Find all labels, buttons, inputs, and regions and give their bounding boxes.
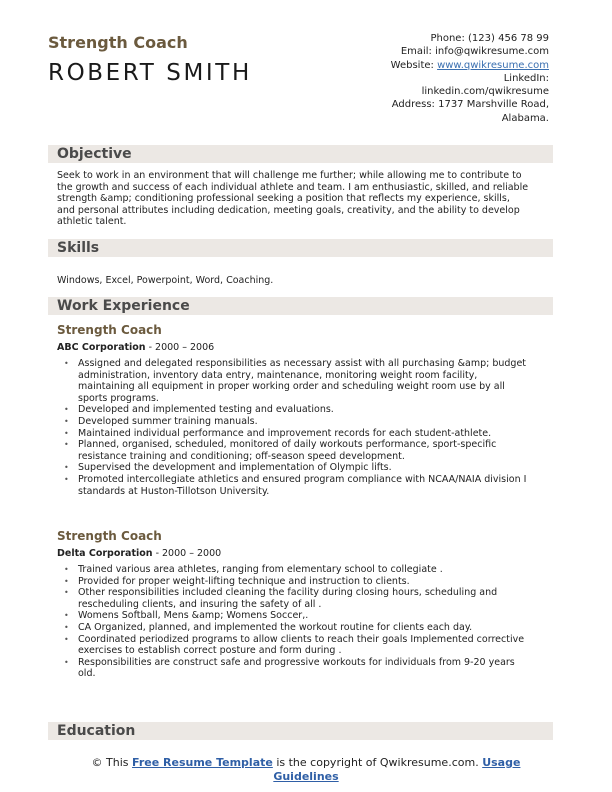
list-item: • Developed summer training manuals. — [64, 415, 258, 427]
list-item: • Promoted intercollegiate athletics and ensured program compliance with NCAA/NAIA division I standards at Huston-Tillotson University. — [64, 473, 527, 497]
contact-linkedin-label: LinkedIn: — [503, 72, 549, 84]
list-item: • Womens Softball, Mens &amp; Womens Soccer,. — [64, 610, 309, 622]
job-1-bullets — [64, 358, 546, 497]
contact-block — [319, 32, 549, 125]
contact-linkedin: linkedin.com/qwikresume — [421, 86, 549, 98]
skills-heading: Skills — [48, 239, 553, 257]
objective-text: Seek to work in an environment that will challenge me further; while allowing me to contribute to the growth and success of each individual athlete and team. I am enthusiastic, skilled, and reliable strength &amp; conditioning professional seeking a position that reflects my experience, skills, and personal attributes including dedication, meeting goals, creativity, and the ability to develop athletic talent. — [57, 170, 529, 228]
candidate-name: ROBERT SMITH — [48, 60, 252, 86]
work-experience-heading: Work Experience — [48, 297, 553, 315]
free-resume-template-link[interactable]: Free Resume Template — [132, 756, 273, 769]
objective-heading: Objective — [48, 145, 553, 163]
skills-text: Windows, Excel, Powerpoint, Word, Coaching. — [57, 275, 274, 286]
job-1-company-line: ABC Corporation - 2000 – 2006 — [57, 342, 215, 353]
list-item: • Supervised the development and implementation of Olympic lifts. — [64, 462, 392, 474]
job-2-title: Strength Coach — [57, 529, 162, 543]
list-item: • Planned, organised, scheduled, monitored of daily workouts performance, sport-specific resistance training and conditioning; off-season speed development. — [64, 439, 497, 462]
list-item: • Responsibilities are construct safe and progressive workouts for individuals from 9-20 years old. — [64, 656, 515, 680]
list-item: • CA Organized, planned, and implemented the workout routine for clients each day. — [64, 621, 473, 633]
contact-address: Address: 1737 Marshville Road, — [391, 99, 549, 111]
copyright-footer: © This Free Resume Template is the copyright of Qwikresume.com. Usage Guidelines — [91, 756, 521, 783]
education-heading: Education — [48, 722, 553, 740]
contact-phone: Phone: (123) 456 78 99 — [430, 33, 549, 44]
job-2-bullets — [64, 564, 546, 680]
list-item: • Provided for proper weight-lifting technique and instruction to clients. — [64, 575, 410, 587]
header-job-title: Strength Coach — [48, 33, 188, 52]
contact-address-line2: Alabama. — [501, 112, 549, 124]
website-link[interactable]: www.qwikresume.com — [437, 59, 549, 71]
contact-email: Email: info@qwikresume.com — [400, 46, 549, 58]
job-2-company-line: Delta Corporation - 2000 – 2000 — [57, 548, 222, 559]
list-item: • Trained various area athletes, ranging from elementary school to collegiate . — [64, 564, 443, 575]
list-item: • Maintained individual performance and improvement records for each student-athlete. — [64, 427, 492, 439]
list-item: • Developed and implemented testing and evaluations. — [64, 404, 334, 416]
list-item: • Coordinated periodized programs to allow clients to reach their goals Implemented corrective exercises to establish correct posture and form during . — [64, 633, 525, 657]
job-1-title: Strength Coach — [57, 323, 162, 337]
list-item: • Other responsibilities included cleaning the facility during closing hours, scheduling and rescheduling clients, and insuring the safety of all . — [64, 587, 498, 610]
list-item: • Assigned and delegated responsibilities as necessary assist with all purchasing &amp; budget administration, inventory data entry, maintenance, monitoring weight room facility, maintaining all equipment in proper working order and scheduling weight room use by all sports programs. — [64, 358, 527, 404]
usage-guidelines-link[interactable]: Usage Guidelines — [273, 756, 521, 783]
contact-website: Website: www.qwikresume.com — [390, 59, 549, 71]
